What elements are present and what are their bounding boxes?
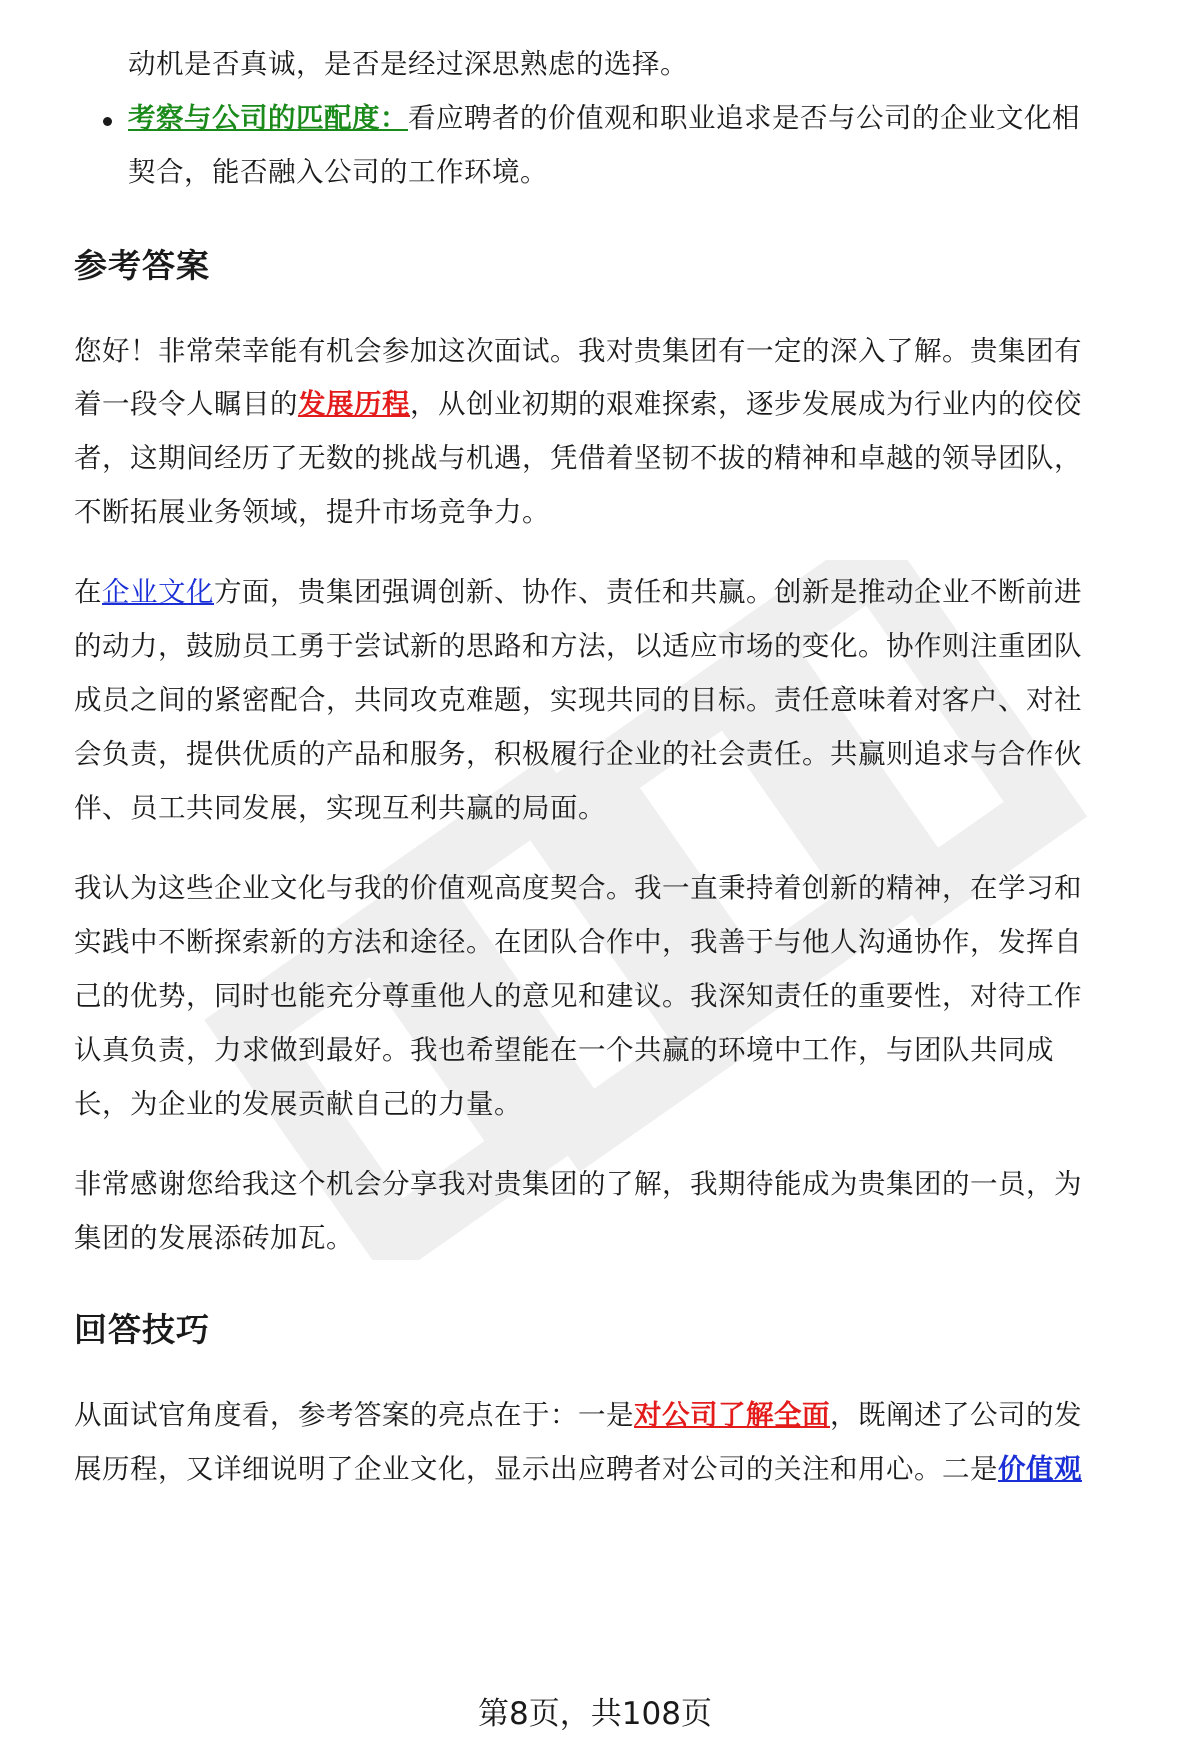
- bullet-label: 考察与公司的匹配度：: [128, 102, 408, 134]
- section-heading-tips: 回答技巧: [74, 1310, 210, 1349]
- text: ，从创业初期的艰难探索，逐步发展成为行业内的佼佼: [410, 388, 1082, 420]
- page-number: 第8页，共108页: [478, 1696, 712, 1732]
- highlight-company-understanding: 对公司了解全面: [634, 1399, 830, 1431]
- answer-p1-line2: [74, 374, 1159, 434]
- answer-p3-line5: 长，为企业的发展贡献自己的力量。: [74, 1088, 522, 1120]
- answer-p1-line1: 您好！非常荣幸能有机会参加这次面试。我对贵集团有一定的深入了解。贵集团有: [74, 335, 1082, 367]
- answer-p4-line1: 非常感谢您给我这个机会分享我对贵集团的了解，我期待能成为贵集团的一员，为: [74, 1168, 1082, 1200]
- bullet-text-b: 契合，能否融入公司的工作环境。: [128, 156, 548, 188]
- highlight-development-history: 发展历程: [298, 388, 410, 420]
- answer-p3-line4: 认真负责，力求做到最好。我也希望能在一个共赢的环境中工作，与团队共同成: [74, 1034, 1054, 1066]
- text: 着一段令人瞩目的: [74, 388, 298, 420]
- answer-p2-line3: 成员之间的紧密配合，共同攻克难题，实现共同的目标。责任意味着对客户、对社: [74, 684, 1082, 716]
- intro-line-1: 动机是否真诚，是否是经过深思熟虑的选择。: [128, 48, 688, 80]
- link-corporate-culture[interactable]: 企业文化: [102, 576, 214, 608]
- tips-p1-line1: [74, 1385, 1159, 1445]
- bullet-dot: [103, 117, 112, 126]
- answer-p3-line1: 我认为这些企业文化与我的价值观高度契合。我一直秉持着创新的精神，在学习和: [74, 872, 1082, 904]
- bullet-text-a: 看应聘者的价值观和职业追求是否与公司的企业文化相: [408, 102, 1080, 134]
- tips-p1-line2: [74, 1439, 1159, 1499]
- answer-p1-line4: 不断拓展业务领域，提升市场竞争力。: [74, 496, 550, 528]
- bullet-item: [128, 88, 1158, 148]
- link-values[interactable]: 价值观: [998, 1453, 1082, 1485]
- answer-p3-line3: 己的优势，同时也能充分尊重他人的意见和建议。我深知责任的重要性，对待工作: [74, 980, 1082, 1012]
- answer-p4-line2: 集团的发展添砖加瓦。: [74, 1222, 354, 1254]
- answer-p1-line3: 者，这期间经历了无数的挑战与机遇，凭借着坚韧不拔的精神和卓越的领导团队，: [74, 442, 1082, 474]
- section-heading-answer: 参考答案: [74, 246, 210, 285]
- answer-p2-line1: [74, 562, 1159, 622]
- text: ，既阐述了公司的发: [830, 1399, 1082, 1431]
- answer-p2-line5: 伴、员工共同发展，实现互利共赢的局面。: [74, 792, 606, 824]
- text: 从面试官角度看，参考答案的亮点在于：一是: [74, 1399, 634, 1431]
- answer-p3-line2: 实践中不断探索新的方法和途径。在团队合作中，我善于与他人沟通协作，发挥自: [74, 926, 1082, 958]
- text: 方面，贵集团强调创新、协作、责任和共赢。创新是推动企业不断前进: [214, 576, 1082, 608]
- text: 展历程，又详细说明了企业文化，显示出应聘者对公司的关注和用心。二是: [74, 1453, 998, 1485]
- text: 在: [74, 576, 102, 608]
- answer-p2-line4: 会负责，提供优质的产品和服务，积极履行企业的社会责任。共赢则追求与合作伙: [74, 738, 1082, 770]
- answer-p2-line2: 的动力，鼓励员工勇于尝试新的思路和方法，以适应市场的变化。协作则注重团队: [74, 630, 1082, 662]
